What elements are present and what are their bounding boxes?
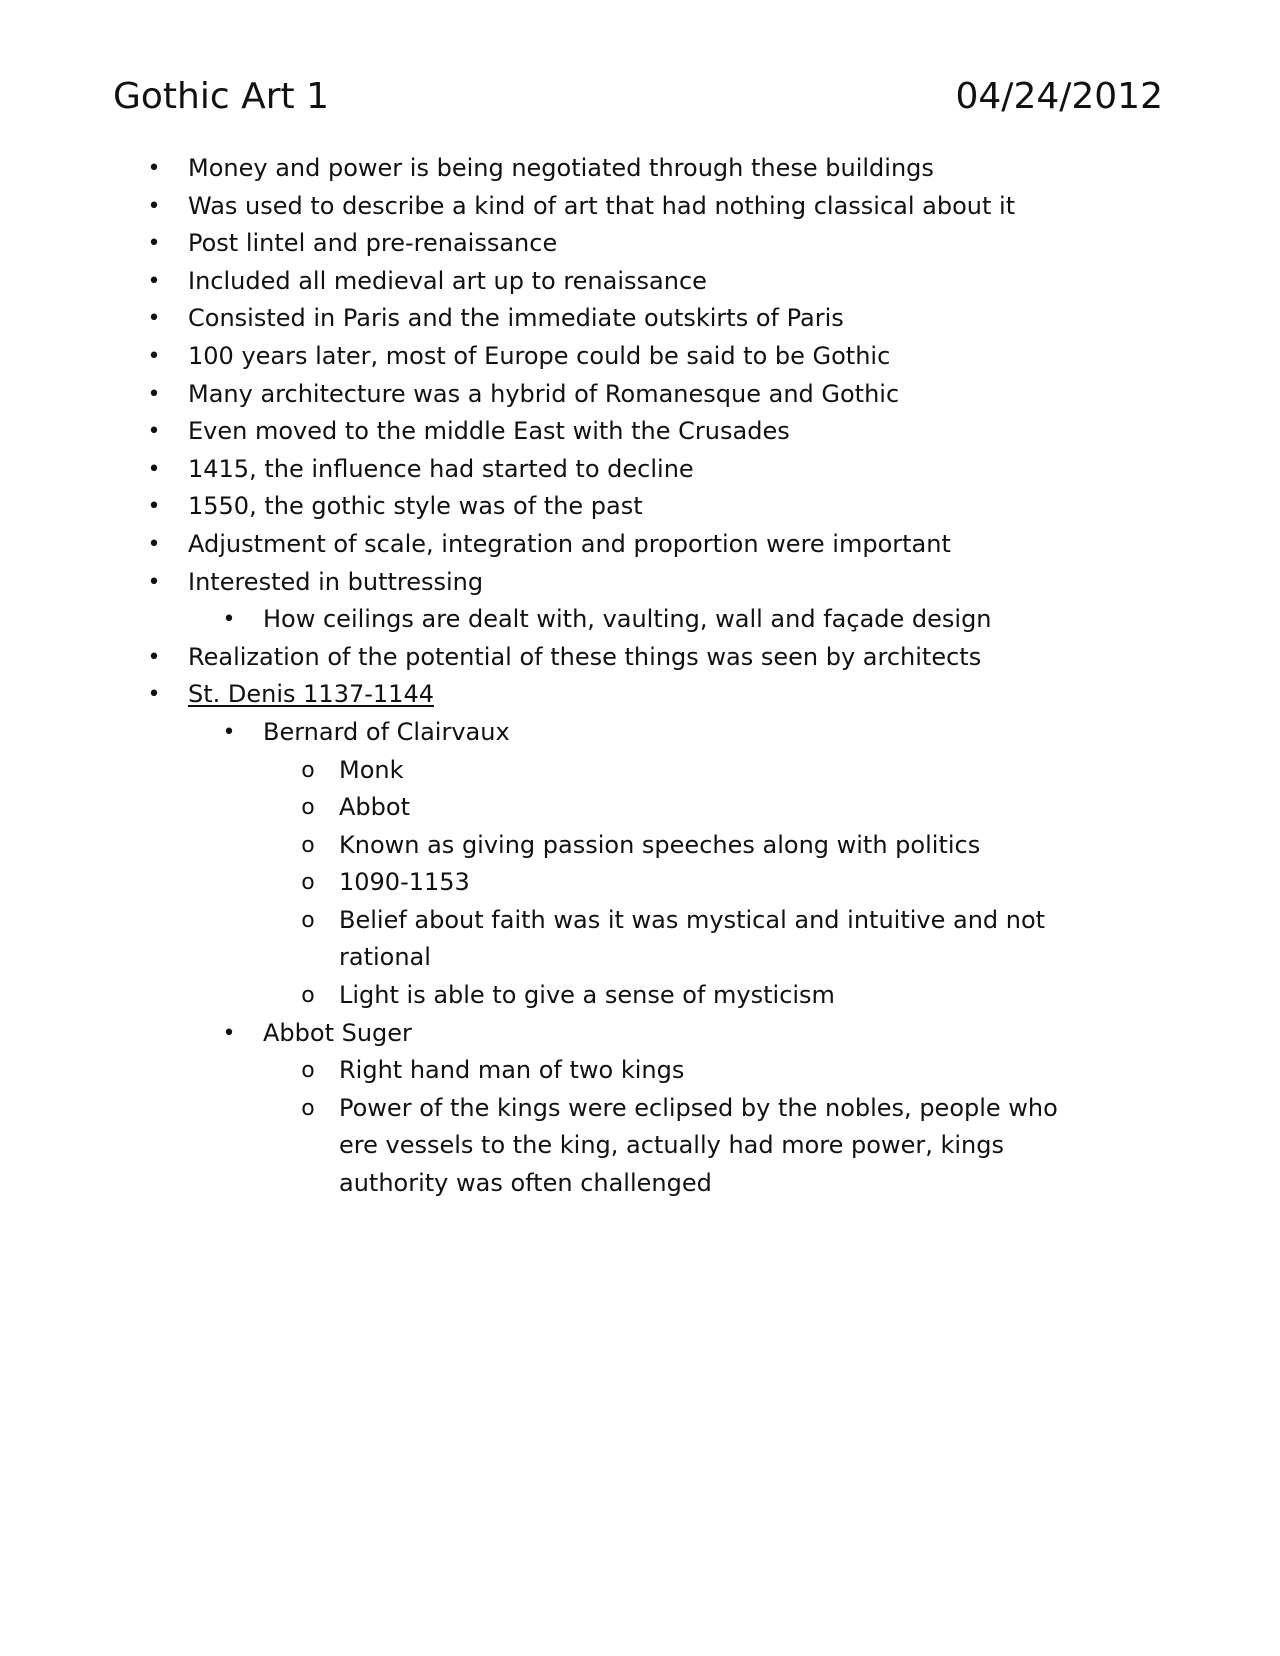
circle-marker: o bbox=[301, 832, 315, 858]
bullet-marker: • bbox=[147, 419, 161, 445]
circle-marker: o bbox=[301, 907, 315, 933]
list-item-text: 1415, the influence had started to decline bbox=[188, 454, 694, 483]
list-item-text: Included all medieval art up to renaissance bbox=[188, 266, 707, 295]
list-item bbox=[0, 263, 1280, 301]
bullet-marker: • bbox=[147, 231, 161, 257]
list-item bbox=[0, 714, 1280, 752]
bullet-marker: • bbox=[147, 268, 161, 294]
list-item bbox=[0, 639, 1280, 677]
bullet-marker: • bbox=[147, 682, 161, 708]
circle-marker: o bbox=[301, 983, 315, 1009]
list-item-text: Consisted in Paris and the immediate outskirts of Paris bbox=[188, 304, 844, 333]
list-item-continuation bbox=[0, 939, 1280, 977]
list-item-text: Realization of the potential of these things was seen by architects bbox=[188, 642, 982, 671]
list-item bbox=[0, 225, 1280, 263]
list-item-text: ere vessels to the king, actually had more power, kings bbox=[339, 1131, 1004, 1160]
list-item bbox=[0, 1052, 1280, 1090]
list-item-text: Adjustment of scale, integration and proportion were important bbox=[188, 529, 951, 558]
list-item bbox=[0, 902, 1280, 940]
bullet-marker: • bbox=[147, 156, 161, 181]
list-item-text: Many architecture was a hybrid of Romanesque and Gothic bbox=[188, 379, 900, 408]
circle-marker: o bbox=[301, 795, 315, 821]
list-item bbox=[0, 564, 1280, 602]
list-item-text: How ceilings are dealt with, vaulting, wall and façade design bbox=[263, 605, 992, 634]
list-item bbox=[0, 488, 1280, 526]
list-item-text: 1550, the gothic style was of the past bbox=[188, 492, 643, 521]
circle-marker: o bbox=[301, 870, 315, 896]
list-item bbox=[0, 827, 1280, 865]
bullet-marker: • bbox=[222, 607, 236, 633]
list-item-text: Known as giving passion speeches along with politics bbox=[339, 830, 981, 859]
list-item-text: Post lintel and pre-renaissance bbox=[188, 229, 558, 258]
bullet-marker: • bbox=[147, 456, 161, 482]
page-title: Gothic Art 1 bbox=[113, 76, 329, 117]
list-item-text: authority was often challenged bbox=[339, 1169, 712, 1198]
list-item-text: 1090-1153 bbox=[339, 868, 470, 897]
list-item-text: Bernard of Clairvaux bbox=[263, 717, 510, 746]
bullet-marker: • bbox=[222, 719, 236, 745]
list-item bbox=[0, 676, 1280, 714]
list-item-text: Power of the kings were eclipsed by the nobles, people who bbox=[339, 1093, 1058, 1122]
list-item bbox=[0, 413, 1280, 451]
list-item bbox=[0, 451, 1280, 489]
circle-marker: o bbox=[301, 1058, 315, 1084]
list-item bbox=[0, 526, 1280, 564]
bullet-marker: • bbox=[147, 569, 161, 595]
notes-list bbox=[0, 150, 1280, 1203]
list-item-text: Monk bbox=[339, 755, 404, 784]
bullet-marker: • bbox=[222, 1020, 236, 1046]
list-item-text: Was used to describe a kind of art that had nothing classical about it bbox=[188, 191, 1016, 220]
list-item-text: 100 years later, most of Europe could be said to be Gothic bbox=[188, 341, 891, 370]
list-item bbox=[0, 864, 1280, 902]
list-item-text: Belief about faith was it was mystical and intuitive and not bbox=[339, 905, 1046, 934]
list-item bbox=[0, 789, 1280, 827]
list-item bbox=[0, 1015, 1280, 1053]
list-item bbox=[0, 150, 1280, 188]
page-date: 04/24/2012 bbox=[955, 76, 1163, 117]
bullet-marker: • bbox=[147, 531, 161, 557]
bullet-marker: • bbox=[147, 494, 161, 520]
circle-marker: o bbox=[301, 1095, 315, 1121]
list-item-continuation bbox=[0, 1165, 1280, 1203]
list-item bbox=[0, 977, 1280, 1015]
list-item bbox=[0, 376, 1280, 414]
list-item-text: Even moved to the middle East with the Crusades bbox=[188, 417, 790, 446]
list-item-text: Right hand man of two kings bbox=[339, 1056, 685, 1085]
bullet-marker: • bbox=[147, 644, 161, 670]
list-item-continuation bbox=[0, 1127, 1280, 1165]
circle-marker: o bbox=[301, 757, 315, 783]
section-heading-st-denis: St. Denis 1137-1144 bbox=[188, 680, 434, 709]
list-item-text: Interested in buttressing bbox=[188, 567, 484, 596]
page-header bbox=[113, 72, 1163, 122]
bullet-marker: • bbox=[147, 306, 161, 332]
list-item-text: Abbot bbox=[339, 793, 410, 822]
list-item bbox=[0, 601, 1280, 639]
list-item bbox=[0, 752, 1280, 790]
list-item bbox=[0, 1090, 1280, 1128]
bullet-marker: • bbox=[147, 193, 161, 219]
list-item bbox=[0, 188, 1280, 226]
list-item-text: Money and power is being negotiated through these buildings bbox=[188, 154, 934, 182]
list-item-text: Abbot Suger bbox=[263, 1018, 412, 1047]
list-item-text: Light is able to give a sense of mysticism bbox=[339, 981, 835, 1010]
list-item bbox=[0, 300, 1280, 338]
bullet-marker: • bbox=[147, 343, 161, 369]
list-item bbox=[0, 338, 1280, 376]
bullet-marker: • bbox=[147, 381, 161, 407]
list-item-text: rational bbox=[339, 943, 431, 972]
